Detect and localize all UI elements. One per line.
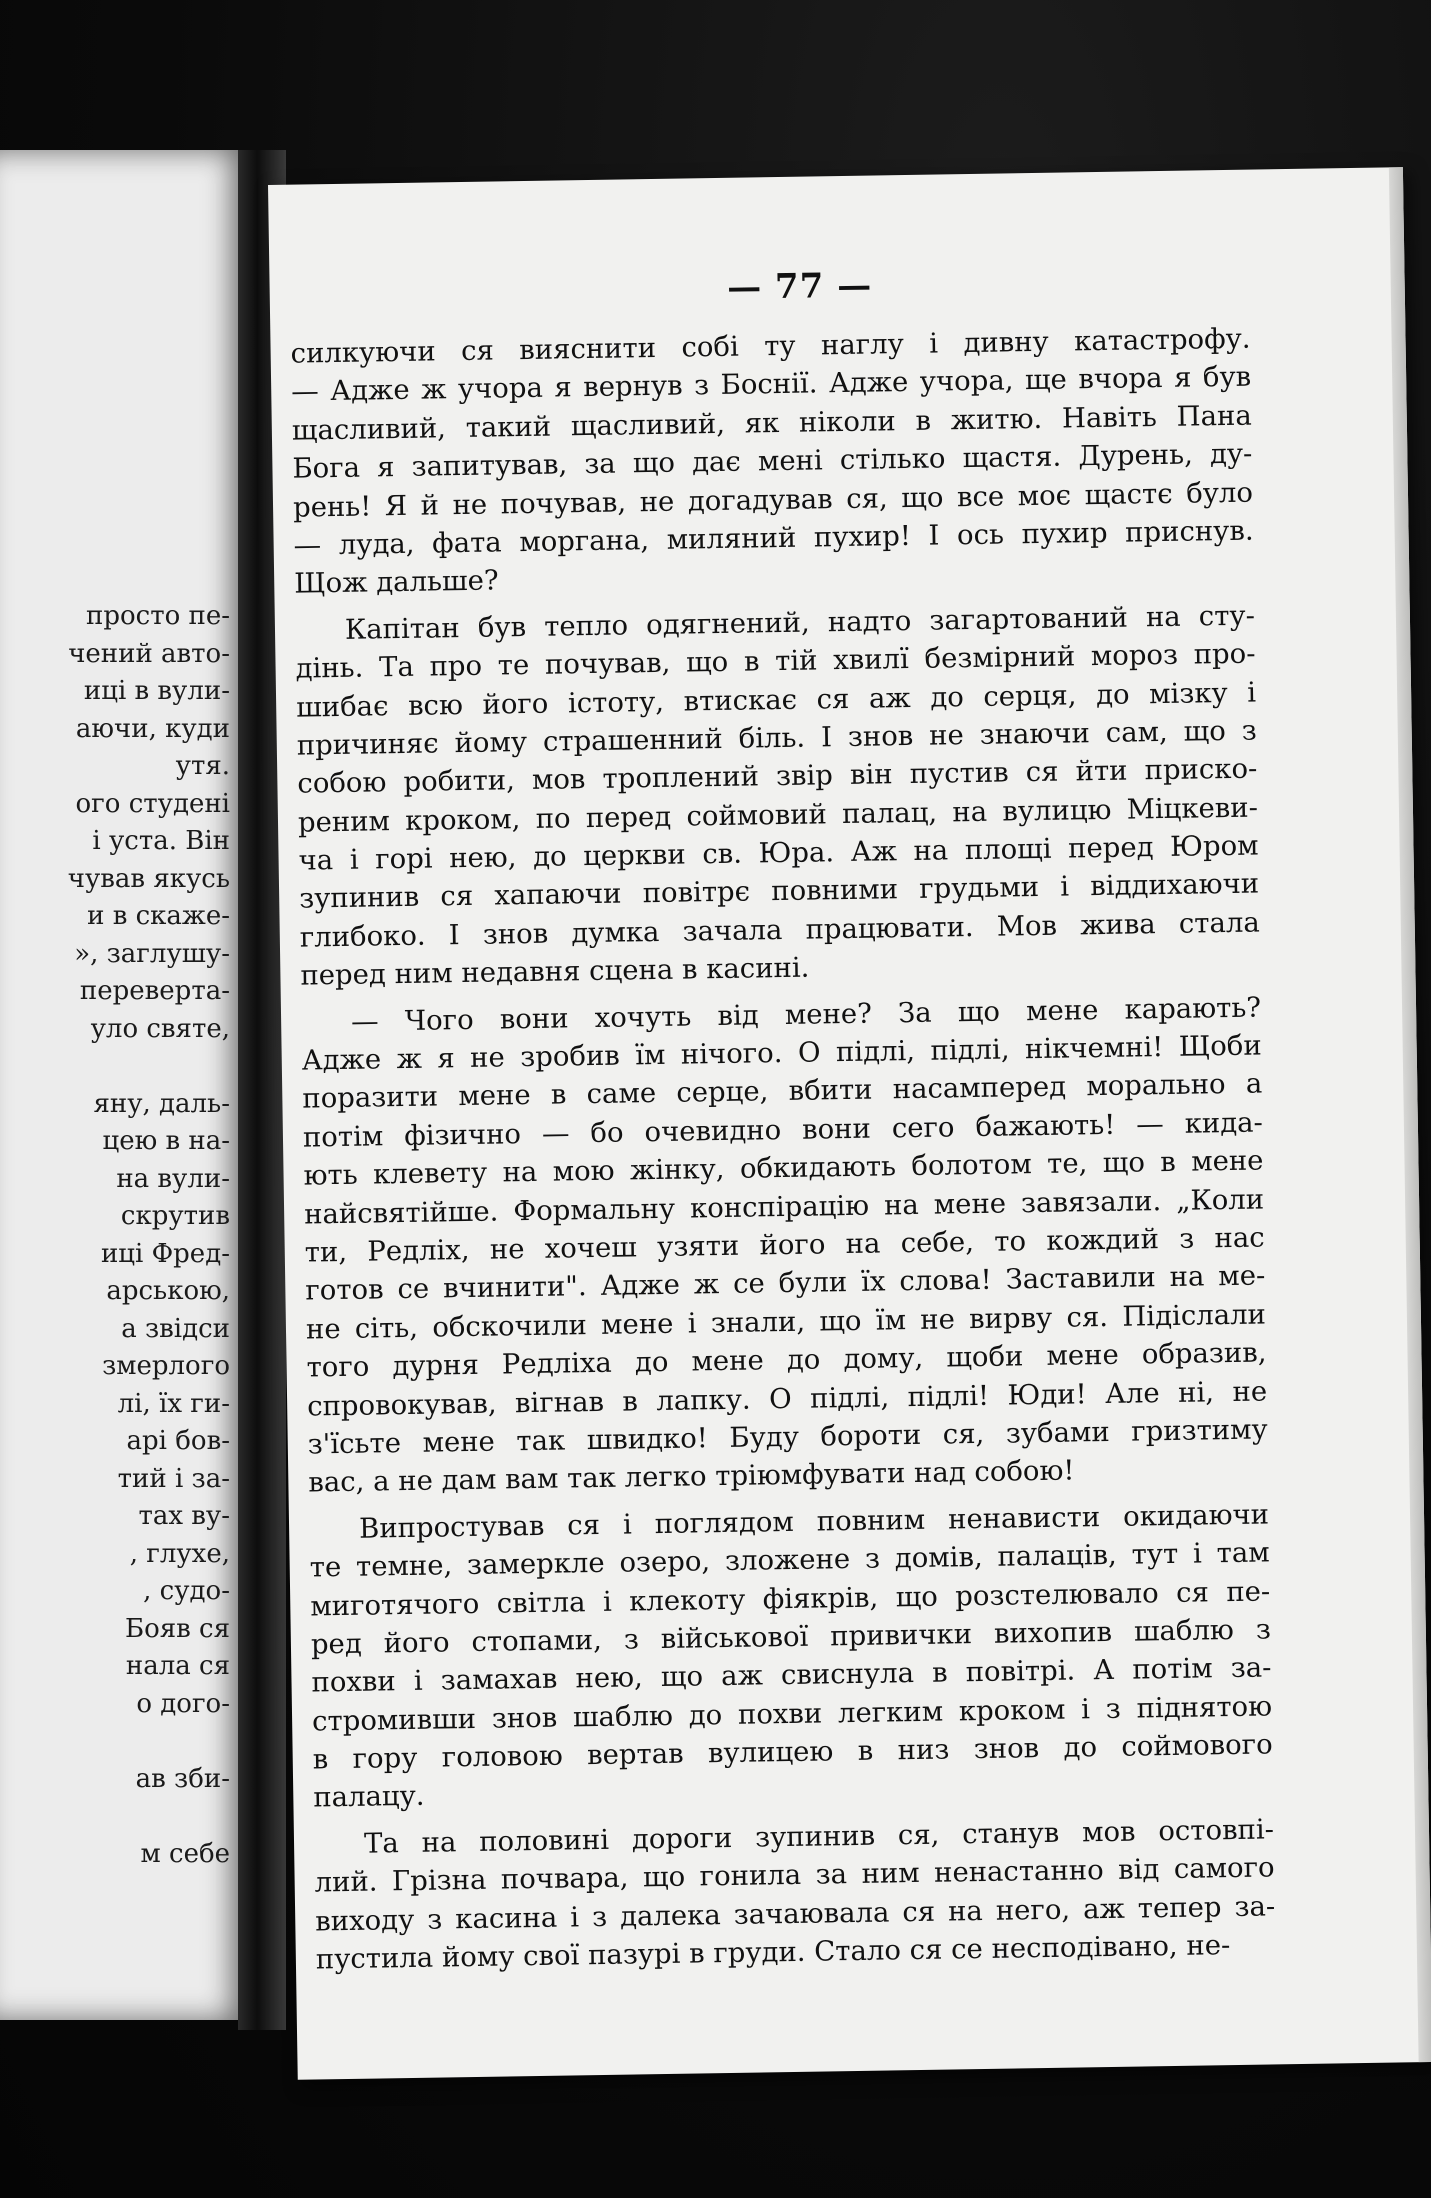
paragraph: [290, 320, 1254, 604]
text-line: ти, Редліх, не хочеш узяти його на себе, то кождий з нас: [304, 1221, 1265, 1269]
left-page-line: уло святе,: [90, 1013, 230, 1044]
text-line: ред його стопами, з військової привички вихопив шаблю з: [310, 1613, 1272, 1661]
page-number: — 77 —: [726, 265, 873, 308]
left-page-line: арі бов-: [126, 1426, 230, 1456]
text-line: Щож дальше?: [294, 564, 499, 600]
text-line: Та на половині дороги зупинив ся, станув мов остовпі-: [363, 1813, 1275, 1860]
left-page-line: о дого-: [136, 1688, 230, 1719]
left-page-line: », заглушу-: [74, 938, 230, 969]
left-page-line: иці в вули-: [83, 676, 230, 706]
text-line: Бога я запитував, за що дає мені стілько щастя. Дурень, ду-: [292, 437, 1253, 485]
left-page: [0, 150, 250, 2020]
text-line: причиняє йому страшенний біль. І знов не знаючи сам, що з: [296, 714, 1257, 762]
left-page-line: ого студені: [75, 788, 230, 819]
left-page-line: чував якусь: [67, 863, 230, 894]
text-line: найсвятійше. Формальну конспірацію на мене завязали. „Коли: [303, 1183, 1265, 1231]
text-line: — Адже ж учора я вернув з Боснії. Адже учора, ще вчора я був: [291, 360, 1252, 409]
left-page-line: иці Фред-: [100, 1238, 230, 1269]
text-line: шибає всю його істоту, втискає ся аж до серця, до мізку і: [295, 676, 1257, 724]
text-line: спровокував, вігнав в лапку. О підлі, підлі! Юди! Але ні, не: [306, 1375, 1268, 1423]
text-line: — Чого вони хочуть від мене? За що мене карають?: [350, 991, 1262, 1038]
left-page-line: лі, їх ги-: [117, 1388, 230, 1419]
left-page-line: на вули-: [116, 1163, 230, 1194]
left-page-line: арською,: [106, 1276, 230, 1306]
text-line: вас, а не дам вам так легко тріюмфувати над собою!: [308, 1454, 1075, 1499]
left-page-line: утя.: [175, 751, 230, 781]
left-page-line: а звідси: [121, 1313, 230, 1344]
left-page-line: [0, 1048, 230, 1086]
left-page-line: м себе: [140, 1838, 230, 1869]
text-line: готов се вчинити". Адже ж се були їх слова! Заставили на ме-: [305, 1259, 1266, 1307]
left-page-line: цею в на-: [102, 1126, 230, 1156]
left-page-line: аючи, куди: [75, 713, 230, 744]
left-page-line: яну, даль-: [93, 1088, 230, 1119]
right-page: [268, 167, 1431, 2080]
text-line: пустила йому свої пазурі в груди. Стало ся се несподівано, не-: [315, 1929, 1231, 1976]
text-line: ють клевету на мою жінку, обкидають болотом те, що в мене: [303, 1144, 1264, 1192]
left-page-line: Бояв ся: [124, 1613, 230, 1644]
text-line: щасливий, такий щасливий, як ніколи в житю. Навіть Пана: [291, 399, 1252, 447]
text-line: рень! Я й не почував, не догадував ся, що все моє щастє було: [292, 476, 1254, 524]
text-line: стромивши знов шаблю до похви легким кроком і з піднятою: [311, 1690, 1273, 1738]
left-page-line: тах ву-: [138, 1501, 230, 1531]
text-line: в гору головою вертав вулицею в низ знов до соймового: [312, 1728, 1273, 1776]
text-line: похви і замахав нею, що аж свиснула в повітрі. А потім за-: [311, 1651, 1272, 1699]
text-line: глибоко. І знов думка зачала працювати. Мов жива стала: [299, 906, 1260, 954]
paragraph: [309, 1495, 1274, 1817]
page-edge: [1389, 167, 1431, 2062]
left-page-line: просто пе-: [86, 601, 230, 631]
text-line: потім фізично — бо очевидно вони сего бажають! — кида-: [302, 1106, 1264, 1154]
text-line: поразити мене в саме серце, вбити насамперед морально а: [302, 1067, 1263, 1115]
text-line: реним кроком, по перед соймовий палац, на вулицю Міцкеви-: [297, 791, 1259, 839]
left-page-line: змерлого: [102, 1351, 230, 1381]
text-line: силкуючи ся вияснити собі ту наглу і дивну катастрофу.: [290, 322, 1251, 370]
left-page-line: , судо-: [143, 1576, 230, 1606]
text-line: миготячого світла і клекоту фіякрів, що розстелювало ся пе-: [310, 1574, 1271, 1623]
text-line: ча і горі нею, до церкви св. Юра. Аж на площі перед Юром: [298, 829, 1259, 877]
text-line: Капітан був тепло одягнений, надто загартований на сту-: [344, 599, 1256, 646]
left-page-line: и в скаже-: [87, 901, 230, 931]
text-line: з'їсьте мене так швидко! Буду бороти ся, зубами гризтиму: [307, 1413, 1268, 1461]
left-page-line: [0, 1798, 230, 1836]
left-page-line: чений авто-: [68, 638, 230, 669]
text-line: палацу.: [313, 1780, 425, 1814]
text-line: собою робити, мов троплений звір він пустив ся йти приско-: [297, 752, 1258, 800]
text-line: те темне, замеркле озеро, зложене з домів, палаців, тут і там: [309, 1536, 1270, 1584]
text-line: того дурня Редліха до мене до дому, щоби мене образив,: [306, 1336, 1267, 1384]
text-line: перед ним недавня сцена в касині.: [300, 951, 810, 992]
left-page-text: [0, 598, 230, 1873]
page-body-text: [290, 320, 1276, 1979]
left-page-line: переверта-: [79, 976, 230, 1006]
left-page-line: , глухе,: [129, 1538, 230, 1569]
paragraph: [301, 988, 1269, 1502]
left-page-line: і уста. Він: [92, 826, 230, 856]
text-line: зупинив ся хапаючи повітрє повними грудьми і віддихаючи: [298, 867, 1260, 916]
paragraph: [295, 596, 1261, 995]
left-page-line: ав зби-: [135, 1763, 230, 1794]
text-line: Адже ж я не зробив їм нічого. О підлі, підлі, нікчемні! Щоби: [301, 1029, 1262, 1077]
text-line: — луда, фата моргана, миляний пухир! І ось пухир приснув.: [293, 514, 1254, 562]
text-line: виходу з касина і з далека зачаювала ся на него, аж тепер за-: [315, 1890, 1276, 1938]
paragraph: [314, 1810, 1276, 1979]
left-page-line: нала ся: [125, 1651, 230, 1681]
text-line: дінь. Та про те почував, що в тій хвилї безмірний мороз про-: [295, 637, 1256, 685]
left-page-line: [0, 1723, 230, 1761]
text-line: не сіть, обскочили мене і знали, що їм не вирву ся. Підіслали: [305, 1298, 1267, 1346]
left-page-line: скрутив: [120, 1201, 230, 1231]
text-line: Випростував ся і поглядом повним ненависти окидаючи: [358, 1498, 1270, 1545]
text-line: лий. Грізна почвара, що гонила за ним ненастанно від самого: [314, 1851, 1275, 1899]
left-page-line: тий і за-: [117, 1463, 230, 1494]
